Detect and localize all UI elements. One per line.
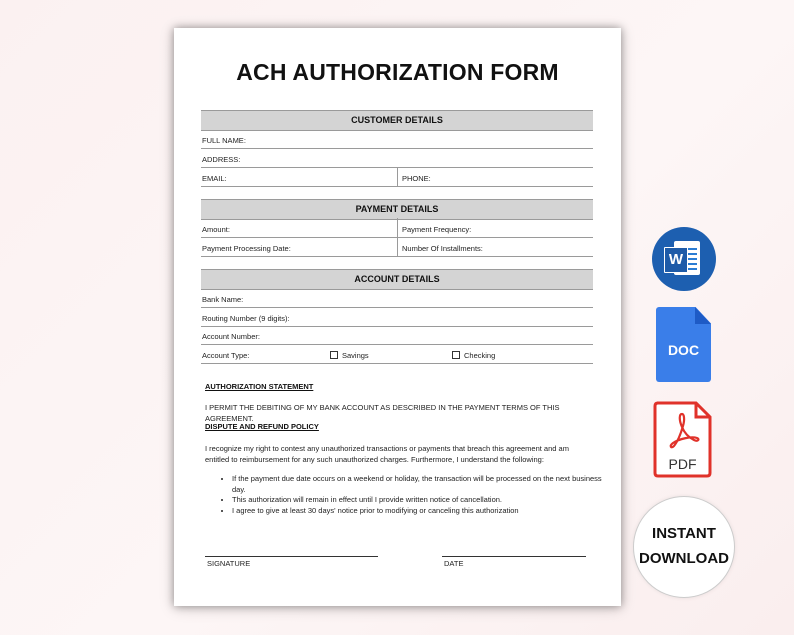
- row-divider: [397, 218, 398, 237]
- full-name-label: FULL NAME:: [202, 136, 246, 145]
- bank-name-label: Bank Name:: [202, 295, 244, 304]
- row-divider: [397, 167, 398, 186]
- signature-line[interactable]: [205, 556, 378, 557]
- checking-label: Checking: [464, 351, 496, 360]
- address-row[interactable]: [201, 149, 593, 168]
- checkbox-icon[interactable]: [452, 351, 460, 359]
- savings-option[interactable]: [330, 351, 369, 360]
- list-item: • If the payment due date occurs on a weekend or holiday, the transaction will be processed on the next business day.: [232, 474, 602, 495]
- download-label: DOWNLOAD: [639, 550, 729, 567]
- checkbox-icon[interactable]: [330, 351, 338, 359]
- date-label: DATE: [444, 559, 464, 568]
- amount-label: Amount:: [202, 225, 230, 234]
- bank-name-row[interactable]: [201, 289, 593, 308]
- frequency-label: Payment Frequency:: [402, 225, 472, 234]
- authorization-text: I PERMIT THE DEBITING OF MY BANK ACCOUNT AS DESCRIBED IN THE PAYMENT TERMS OF THIS AGREEMENT.: [205, 403, 560, 423]
- routing-row[interactable]: [201, 308, 593, 327]
- instant-download-badge: [633, 496, 735, 598]
- word-letter: W: [664, 247, 688, 273]
- payment-details-heading: PAYMENT DETAILS: [201, 199, 593, 220]
- date-line[interactable]: [442, 556, 586, 557]
- account-type-label: Account Type:: [202, 351, 250, 360]
- doc-label: DOC: [667, 342, 700, 358]
- customer-details-heading: CUSTOMER DETAILS: [201, 110, 593, 131]
- installments-label: Number Of Installments:: [402, 244, 483, 253]
- routing-label: Routing Number (9 digits):: [202, 314, 290, 323]
- form-title: ACH AUTHORIZATION FORM: [236, 59, 559, 85]
- list-item: • I agree to give at least 30 days' notice prior to modifying or canceling this authorization: [232, 506, 602, 517]
- address-label: ADDRESS:: [202, 155, 241, 164]
- savings-label: Savings: [342, 351, 369, 360]
- amount-frequency-row[interactable]: [201, 219, 593, 238]
- signature-label: SIGNATURE: [207, 559, 251, 568]
- account-number-label: Account Number:: [202, 332, 260, 341]
- account-details-heading: ACCOUNT DETAILS: [201, 269, 593, 290]
- processing-installments-row[interactable]: [201, 238, 593, 257]
- list-item: • This authorization will remain in effect until I provide written notice of cancellation.: [232, 495, 602, 506]
- processing-date-label: Payment Processing Date:: [202, 244, 291, 253]
- account-type-row: [201, 345, 593, 364]
- instant-label: INSTANT: [652, 525, 716, 542]
- dispute-text: I recognize my right to contest any unauthorized transactions or payments that breach this agreement and am entitled to reimbursement for any such unauthorized charges. Furthermore, I understand the following:: [205, 444, 569, 464]
- email-label: EMAIL:: [202, 174, 227, 183]
- full-name-row[interactable]: [201, 130, 593, 149]
- dispute-heading: DISPUTE AND REFUND POLICY: [205, 422, 319, 431]
- account-number-row[interactable]: [201, 326, 593, 345]
- pdf-label: PDF: [668, 456, 697, 472]
- row-divider: [397, 237, 398, 256]
- dispute-bullet-list: [220, 474, 602, 516]
- ach-form-page: [174, 28, 621, 606]
- authorization-heading: AUTHORIZATION STATEMENT: [205, 382, 314, 391]
- word-icon: [652, 227, 716, 291]
- checking-option[interactable]: [452, 351, 495, 360]
- phone-label: PHONE:: [402, 174, 431, 183]
- email-phone-row[interactable]: [201, 168, 593, 187]
